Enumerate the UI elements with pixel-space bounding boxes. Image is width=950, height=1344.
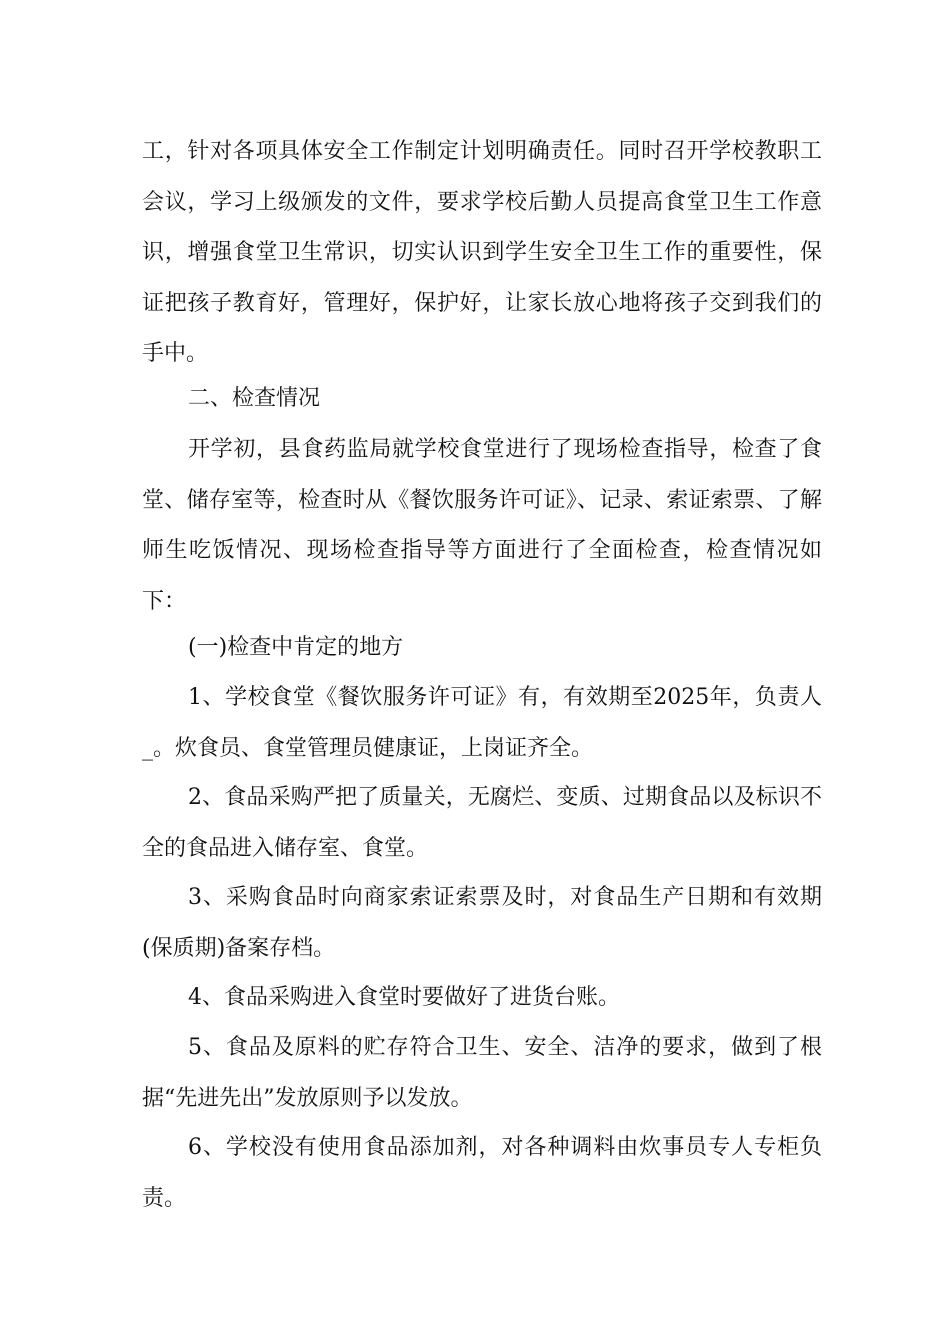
section-heading-inspection: 二、检查情况 xyxy=(188,386,321,411)
paragraph-inspection-intro: 开学初，县食药监局就学校食堂进行了现场检查指导，检查了食堂、储存室等，检查时从《餐饮服务许可证》、记录、索证索票、了解师生吃饭情况、现场检查指导等方面进行了全面检查，检查情况如下： xyxy=(142,437,822,614)
paragraph-continuation: 工，针对各项具体安全工作制定计划明确责任。同时召开学校教职工会议，学习上级颁发的文件，要求学校后勤人员提高食堂卫生工作意识，增强食堂卫生常识，切实认识到学生安全卫生工作的重要性，保证把孩子教育好，管理好，保护好，让家长放心地将孩子交到我们的手中。 xyxy=(142,139,822,366)
list-item-2: 2、食品采购严把了质量关，无腐烂、变质、过期食品以及标识不全的食品进入储存室、食堂。 xyxy=(142,785,822,861)
list-item-1: 1、学校食堂《餐饮服务许可证》有，有效期至2025年，负责人_。炊食员、食堂管理员健康证，上岗证齐全。 xyxy=(142,685,822,761)
list-item-4: 4、食品采购进入食堂时要做好了进货台账。 xyxy=(188,985,620,1010)
list-item-6: 6、学校没有使用食品添加剂，对各种调料由炊事员专人专柜负责。 xyxy=(142,1135,822,1211)
subheading-positive-findings: (一)检查中肯定的地方 xyxy=(188,635,404,660)
list-item-3: 3、采购食品时向商家索证索票及时，对食品生产日期和有效期(保质期)备案存档。 xyxy=(142,885,822,961)
list-item-5: 5、食品及原料的贮存符合卫生、安全、洁净的要求，做到了根据“先进先出”发放原则予以发放。 xyxy=(142,1035,822,1111)
